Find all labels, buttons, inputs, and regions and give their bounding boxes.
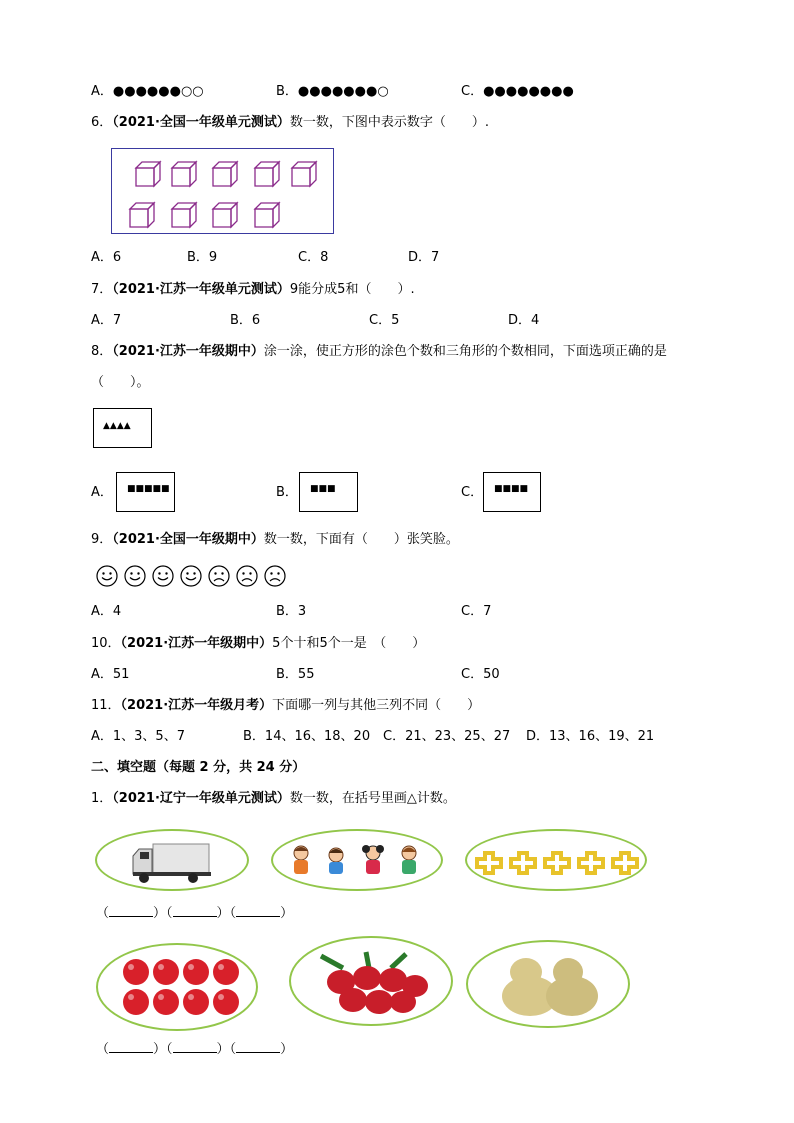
q10-number: 10． [91, 636, 121, 651]
q7-source: （2021·江苏一年级单元测试） [112, 282, 290, 297]
apples-icon [98, 945, 256, 1029]
q11-option-d[interactable]: D．13、16、19、21 [526, 729, 655, 744]
oval-cherries [289, 936, 453, 1026]
q10-question [91, 635, 425, 653]
q10-option-a[interactable]: A．51 [91, 667, 130, 682]
q8-number: 8． [91, 344, 113, 359]
q6-option-b[interactable]: B．9 [187, 250, 218, 265]
paren-open: （ [229, 1042, 237, 1057]
cube-icon [172, 203, 196, 227]
q9-option-a[interactable]: A．4 [91, 604, 122, 619]
q7-question [91, 281, 415, 299]
q10-text: 5个十和5个一是 （ ） [272, 636, 426, 651]
q10-option-b[interactable]: B．55 [276, 667, 315, 682]
q11-text: 下面哪一列与其他三列不同（ ） [272, 698, 481, 713]
q8-option-c-label[interactable]: C． [461, 485, 484, 500]
smile-face-icon [97, 566, 117, 586]
paren-open: （ [229, 906, 237, 921]
answer-blank[interactable] [236, 904, 280, 917]
paren-close: ） [280, 906, 294, 921]
smile-face-icon [125, 566, 145, 586]
q8-text: 涂一涂，使正方形的涂色个数和三角形的个数相同，下面选项正确的是 [263, 344, 667, 359]
children-icon [273, 831, 441, 889]
q9-source: （2021·全国一年级期中） [112, 532, 264, 547]
oval-apples [96, 943, 258, 1031]
paren-close: ） [153, 1042, 167, 1057]
q11-option-a[interactable]: A．1、3、5、7 [91, 729, 185, 744]
q6-option-c[interactable]: C．8 [298, 250, 329, 265]
cube-icon [172, 162, 196, 186]
paren-open: （ [166, 1042, 173, 1057]
answer-blank[interactable] [109, 904, 153, 917]
q5-option-a[interactable]: A．●●●●●●○○ [91, 84, 204, 99]
squares-b: ■■■ [310, 484, 336, 494]
frown-face-icon [237, 566, 257, 586]
q11-option-b[interactable]: B．14、16、18、20 [243, 729, 371, 744]
q8-source: （2021·江苏一年级期中） [112, 344, 264, 359]
cube-icon [292, 162, 316, 186]
triangle-box [93, 408, 152, 448]
q9-option-c[interactable]: C．7 [461, 604, 492, 619]
oval-children [271, 829, 443, 891]
paren-open: （ [96, 906, 110, 921]
oval-crosses [465, 829, 647, 891]
q7-text: 9能分成5和（ ）. [289, 282, 415, 297]
frown-face-icon [209, 566, 229, 586]
q9-question [91, 531, 459, 549]
section2-heading: 二、填空题（每题 2 分，共 24 分） [91, 760, 306, 775]
frown-face-icon [265, 566, 285, 586]
cube-frame [111, 148, 334, 234]
cube-icon [213, 203, 237, 227]
paren-close: ） [153, 906, 167, 921]
fill1-text: 数一数，在括号里画△计数。 [289, 791, 456, 806]
blanks-row-2 [96, 1040, 293, 1059]
q7-option-b[interactable]: B．6 [230, 313, 261, 328]
q9-option-b[interactable]: B．3 [276, 604, 307, 619]
q5-option-c[interactable]: C．●●●●●●●● [461, 84, 574, 99]
oval-truck [95, 829, 249, 891]
q7-option-c[interactable]: C．5 [369, 313, 400, 328]
q5-option-b[interactable]: B．●●●●●●●○ [276, 84, 389, 99]
blanks-row-1 [96, 904, 293, 923]
potatoes-icon [468, 942, 628, 1026]
cherries-icon [291, 938, 451, 1024]
smile-face-icon [153, 566, 173, 586]
q6-number: 6． [91, 115, 113, 130]
squares-a: ■■■■■ [127, 484, 170, 494]
cross-ornament-icon [467, 831, 645, 889]
q8-option-a-label[interactable]: A． [91, 485, 113, 500]
answer-blank[interactable] [173, 904, 217, 917]
paren-close: ） [216, 1042, 230, 1057]
q7-number: 7． [91, 282, 113, 297]
q9-text: 数一数，下面有（ ）张笑脸。 [263, 532, 459, 547]
q9-number: 9． [91, 532, 113, 547]
q11-option-c[interactable]: C．21、23、25、27 [383, 729, 511, 744]
fill1-question [91, 790, 456, 808]
q6-source: （2021·全国一年级单元测试） [112, 115, 290, 130]
q11-source: （2021·江苏一年级月考） [120, 698, 273, 713]
cube-icon [213, 162, 237, 186]
q6-option-a[interactable]: A．6 [91, 250, 122, 265]
q8-option-b-box[interactable] [299, 472, 358, 512]
q8-option-c-box[interactable] [483, 472, 541, 512]
fill1-number: 1． [91, 791, 113, 806]
cube-icon [255, 162, 279, 186]
q6-option-d[interactable]: D．7 [408, 250, 440, 265]
q6-text: 数一数，下图中表示数字（ ）. [289, 115, 490, 130]
squares-c: ■■■■ [494, 484, 529, 494]
fill1-source: （2021·辽宁一年级单元测试） [112, 791, 290, 806]
q11-question [91, 697, 480, 715]
cube-icon [255, 203, 279, 227]
paren-close: ） [216, 906, 230, 921]
q10-source: （2021·江苏一年级期中） [120, 636, 273, 651]
triangles: ▲▲▲▲ [103, 421, 131, 431]
paren-open: （ [166, 906, 173, 921]
q6-question [91, 114, 489, 132]
q7-option-a[interactable]: A．7 [91, 313, 122, 328]
cube-icon [136, 162, 160, 186]
answer-blank[interactable] [236, 1040, 280, 1053]
q10-option-c[interactable]: C．50 [461, 667, 500, 682]
paren-close: ） [280, 1042, 294, 1057]
q7-option-d[interactable]: D．4 [508, 313, 540, 328]
q8-option-a-box[interactable] [116, 472, 175, 512]
q11-number: 11． [91, 698, 121, 713]
truck-icon [97, 831, 247, 889]
faces-row [95, 564, 295, 588]
answer-blank[interactable] [173, 1040, 217, 1053]
q8-question [91, 343, 667, 361]
cubes-figure [112, 149, 333, 233]
cube-icon [130, 203, 154, 227]
answer-blank[interactable] [109, 1040, 153, 1053]
smile-face-icon [181, 566, 201, 586]
oval-potatoes [466, 940, 630, 1028]
q8-option-b-label[interactable]: B． [276, 485, 298, 500]
q8-question-cont: （ ）。 [91, 375, 150, 390]
paren-open: （ [96, 1042, 110, 1057]
